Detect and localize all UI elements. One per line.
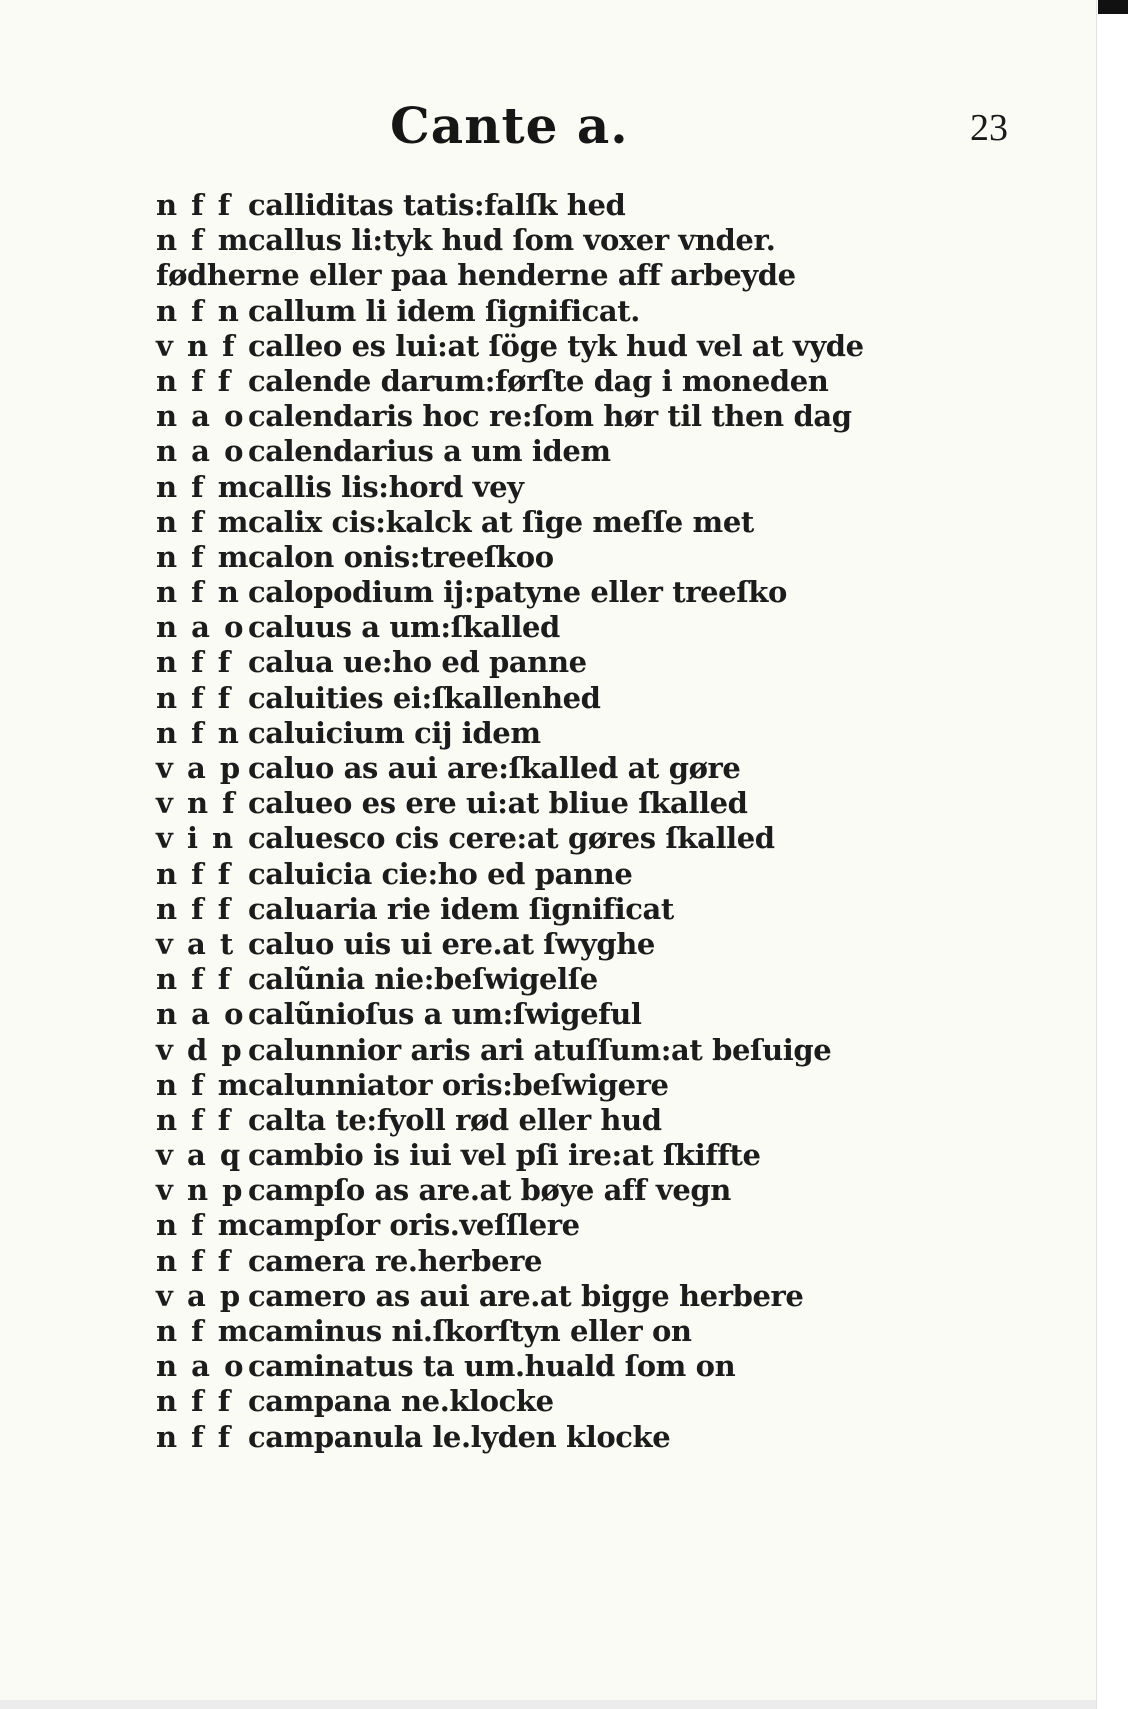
grammar-code: n f m (156, 1208, 251, 1243)
grammar-code: v i n (156, 821, 236, 856)
entry-text: calua ue:ho ed panne (248, 645, 587, 680)
entry-text: calon onis:treeſkoo (248, 539, 554, 574)
grammar-code: n a o (156, 1349, 246, 1384)
running-head: Cante a. (390, 96, 629, 155)
entry-text: caluus a um:ſkalled (248, 610, 560, 645)
entry (156, 294, 864, 329)
entry (156, 821, 864, 856)
dictionary-entries (156, 188, 864, 1455)
entry (156, 786, 864, 821)
entry-text: campana ne.klocke (248, 1384, 554, 1419)
entry-text: calleo es lui:at ſöge tyk hud vel at vyde (248, 328, 864, 363)
entry-text: calendaris hoc re:ſom hør til then dag (248, 399, 852, 434)
grammar-code: n f n (156, 293, 241, 328)
grammar-code: n f f (156, 1243, 233, 1278)
grammar-code: v n f (156, 328, 237, 363)
grammar-code: n f f (156, 1384, 233, 1419)
grammar-code: n f m (156, 539, 251, 574)
grammar-code: n f m (156, 1067, 251, 1102)
grammar-code: n f f (156, 188, 233, 222)
entry (156, 188, 864, 223)
entry-text: calta te:fyoll rød eller hud (248, 1102, 662, 1137)
entry (156, 1103, 864, 1138)
entry-text: fødherne eller paa henderne aff arbeyde (156, 258, 796, 293)
entry (156, 645, 864, 680)
entry-text: caminus ni.ſkorſtyn eller on (248, 1314, 692, 1348)
entry-text: caminatus ta um.huald ſom on (248, 1349, 736, 1384)
grammar-code: n f f (156, 680, 233, 715)
entry (156, 1384, 864, 1419)
grammar-code: n f f (156, 962, 233, 997)
entry (156, 1138, 864, 1173)
entry (156, 470, 864, 505)
entry-text: camero as aui are.at bigge herbere (248, 1278, 804, 1313)
entry-text: callus li:tyk hud ſom voxer vnder. (248, 223, 776, 258)
entry-continuation (156, 258, 864, 293)
entry (156, 1208, 864, 1243)
entry (156, 927, 864, 962)
entry (156, 1033, 864, 1068)
entry-text: calix cis:kalck at ſige meſſe met (248, 504, 754, 539)
grammar-code: v a p (156, 751, 243, 785)
grammar-code: n a o (156, 610, 246, 645)
entry (156, 1173, 864, 1208)
entry (156, 892, 864, 927)
grammar-code: v n f (156, 786, 237, 821)
grammar-code: n f f (156, 1419, 233, 1454)
entry-text: calendarius a um idem (248, 434, 611, 469)
entry-text: calueo es ere ui:at bliue ſkalled (248, 786, 748, 821)
entry (156, 540, 864, 575)
entry-text: caluesco cis cere:at gøres ſkalled (248, 821, 775, 856)
grammar-code: n f m (156, 1314, 251, 1348)
entry (156, 575, 864, 610)
grammar-code: n f n (156, 575, 241, 610)
entry-text: calunnior aris ari atuſſum:at beſuige (248, 1032, 832, 1067)
entry (156, 1420, 864, 1455)
grammar-code: n a o (156, 997, 246, 1032)
entry (156, 716, 864, 751)
grammar-code: n f f (156, 645, 233, 680)
entry (156, 1279, 864, 1314)
grammar-code: n f m (156, 223, 251, 258)
entry-text: calũnioſus a um:ſwigeful (248, 997, 642, 1032)
grammar-code: v n p (156, 1173, 245, 1208)
entry-text: caluities ei:ſkallenhed (248, 680, 601, 715)
entry (156, 857, 864, 892)
entry-text: campſor oris.veſſlere (248, 1208, 580, 1243)
scan-margin-bottom (0, 1700, 1096, 1709)
entry-text: calliditas tatis:falſk hed (248, 188, 626, 222)
entry (156, 434, 864, 469)
entry-text: camera re.herbere (248, 1243, 543, 1278)
entry-text: caluo as aui are:ſkalled at gøre (248, 751, 741, 785)
entry (156, 1068, 864, 1103)
entry (156, 1349, 864, 1384)
entry-text: callis lis:hord vey (248, 469, 524, 504)
entry (156, 751, 864, 786)
entry-text: calopodium ij:patyne eller treeſko (248, 575, 787, 610)
grammar-code: n a o (156, 399, 246, 434)
grammar-code: n f f (156, 1102, 233, 1137)
entry (156, 399, 864, 434)
entry (156, 329, 864, 364)
grammar-code: n f f (156, 891, 233, 926)
grammar-code: v a q (156, 1138, 243, 1173)
entry-text: caluaria rie idem ſignificat (248, 891, 674, 926)
scan-margin-right (1096, 0, 1128, 1709)
grammar-code: v a t (156, 926, 236, 961)
grammar-code: v d p (156, 1032, 244, 1067)
grammar-code: n f f (156, 363, 233, 398)
entry-text: caluicia cie:ho ed panne (248, 856, 633, 891)
grammar-code: n f f (156, 856, 233, 891)
entry (156, 997, 864, 1032)
entry (156, 610, 864, 645)
entry-text: calũnia nie:beſwigelſe (248, 962, 598, 997)
entry-text: calunniator oris:beſwigere (248, 1067, 669, 1102)
entry-text: caluo uis ui ere.at ſwyghe (248, 926, 655, 961)
entry (156, 223, 864, 258)
entry (156, 1314, 864, 1349)
grammar-code: n f m (156, 504, 251, 539)
entry (156, 681, 864, 716)
grammar-code: n f m (156, 469, 251, 504)
entry-text: campſo as are.at bøye aff vegn (248, 1173, 731, 1208)
scan-edge-mark (1098, 0, 1128, 14)
entry-text: callum li idem ſignificat. (248, 293, 640, 328)
page-number: 23 (970, 107, 1008, 149)
grammar-code: n f n (156, 715, 241, 750)
entry-text: campanula le.lyden klocke (248, 1419, 671, 1454)
entry-text: calende darum:førſte dag i moneden (248, 363, 829, 398)
entry-text: caluicium cij idem (248, 715, 541, 750)
entry (156, 962, 864, 997)
entry-text: cambio is iui vel pſi ire:at ſkiffte (248, 1138, 761, 1173)
grammar-code: v a p (156, 1278, 243, 1313)
entry (156, 364, 864, 399)
entry (156, 1244, 864, 1279)
entry (156, 505, 864, 540)
grammar-code: n a o (156, 434, 246, 469)
